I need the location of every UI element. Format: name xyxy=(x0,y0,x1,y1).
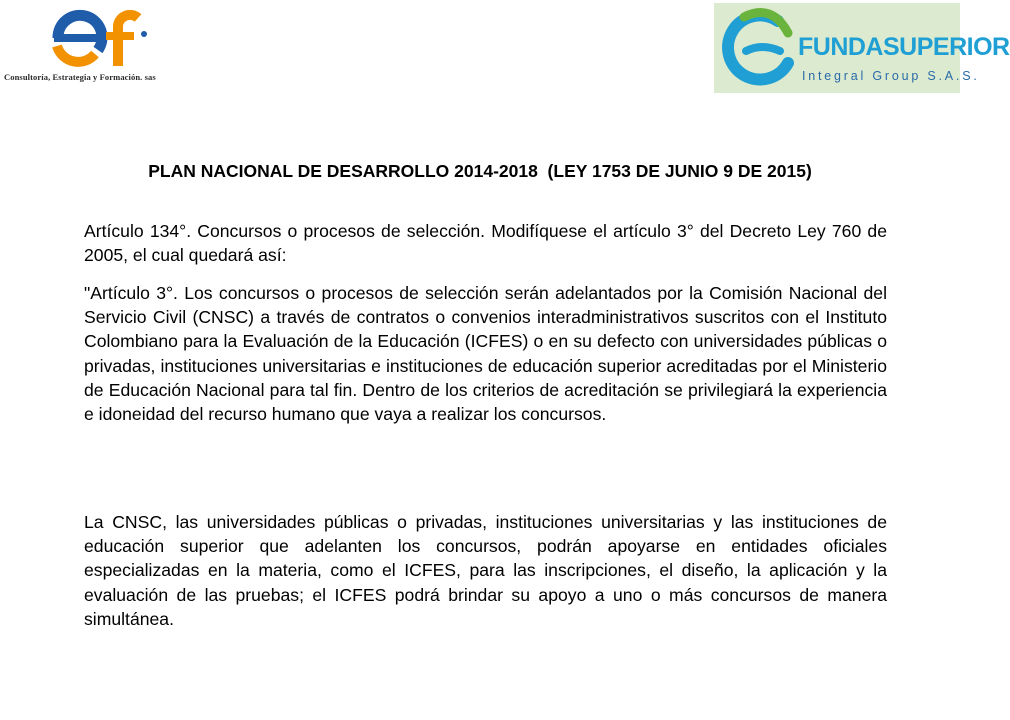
cef-logo-mark-icon xyxy=(48,2,178,74)
cef-logo xyxy=(4,2,196,88)
fundasuperior-logo xyxy=(714,3,1010,93)
article-support-paragraph: La CNSC, las universidades públicas o privadas, instituciones universitarias y las instituciones de educación superior que adelanten los concursos, podrán apoyarse en entidades oficiales especializadas en la materia, como el ICFES, para las inscripciones, el diseño, la aplicación y la evaluación de las pruebas; el ICFES podrá brindar su apoyo a uno o más concursos de manera simultánea. xyxy=(84,512,887,629)
fundasuperior-swirl-icon xyxy=(718,7,802,91)
fundasuperior-subtitle: Integral Group S.A.S. xyxy=(802,69,980,83)
cef-caption: Consultoría, Estrategia y Formación. sas xyxy=(4,72,156,82)
article-paragraph: Artículo 134°. Concursos o procesos de selección. Modifíquese el artículo 3° del Decreto Ley 760 de 2005, el cual quedará así: xyxy=(84,221,887,266)
article-quote-paragraph: "Artículo 3°. Los concursos o procesos de selección serán adelantados por la Comisión Nacional del Servicio Civil (CNSC) a través de contratos o convenios interadministrativos suscritos con el Instituto Colombiano para la Evaluación de la Educación (ICFES) o en su defecto con universidades públicas o privadas, instituciones universitarias e instituciones de educación superior acreditadas por el Ministerio de Educación Nacional para tal fin. Dentro de los criterios de acreditación se privilegiará la experiencia e idoneidad del recurso humano que vaya a realizar los concursos. xyxy=(84,283,887,425)
page-title: PLAN NACIONAL DE DESARROLLO 2014-2018 (LEY 1753 DE JUNIO 9 DE 2015) xyxy=(148,161,812,181)
fundasuperior-name: FUNDASUPERIOR xyxy=(798,33,1010,61)
